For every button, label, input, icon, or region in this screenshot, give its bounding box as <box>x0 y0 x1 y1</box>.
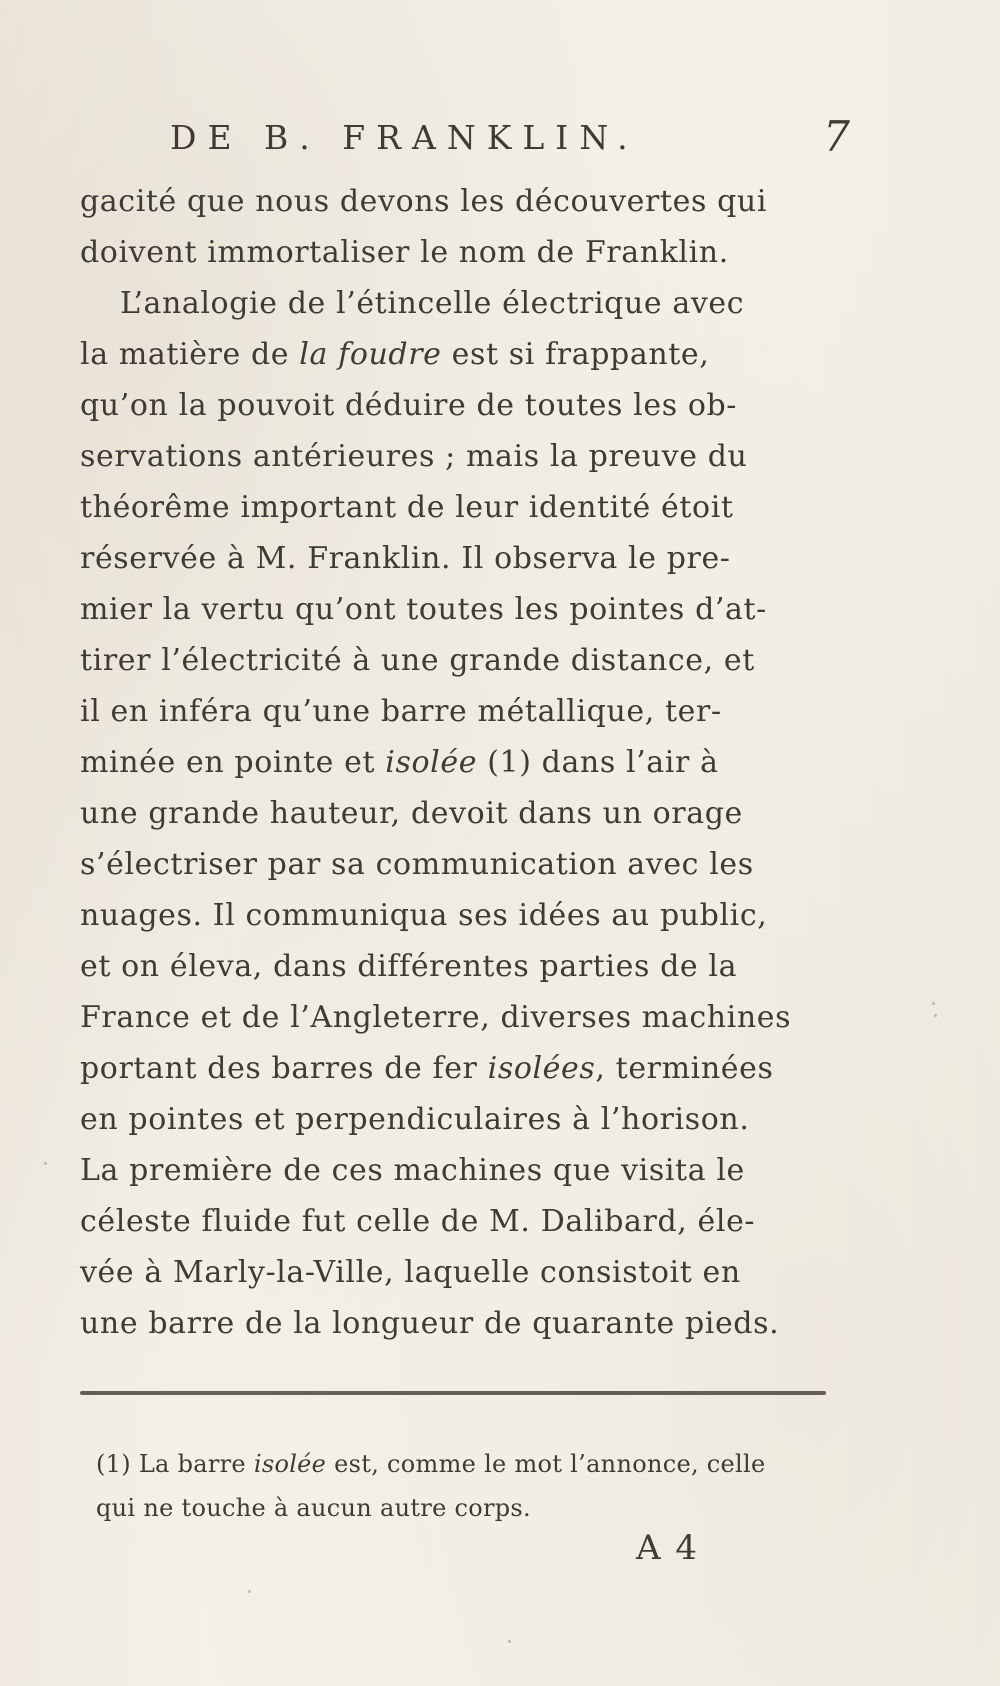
text-line: une grande hauteur, devoit dans un orage <box>80 796 743 831</box>
text-span: est si frappante, <box>451 337 710 372</box>
text-span: (1) La barre <box>96 1450 246 1478</box>
text-line: gacité que nous devons les découvertes qui <box>80 184 768 219</box>
text-line: s’électriser par sa communication avec les <box>80 847 754 882</box>
text-line: France et de l’Angleterre, diverses machines <box>80 1000 792 1035</box>
text-line: mier la vertu qu’ont toutes les pointes d’at- <box>80 592 767 627</box>
text-line: tirer l’électricité à une grande distance, et <box>80 643 755 678</box>
footnote-line <box>96 1442 856 1486</box>
paper-speck <box>508 1640 511 1643</box>
text-line: en pointes et perpendiculaires à l’horison. <box>80 1102 750 1137</box>
text-line <box>80 329 840 380</box>
page-header <box>170 112 850 162</box>
page-number: 7 <box>823 112 850 161</box>
text-span: est, comme le mot l’annonce, celle <box>334 1450 766 1478</box>
text-line: céleste fluide fut celle de M. Dalibard, éle- <box>80 1204 756 1239</box>
text-span: , terminées <box>595 1051 774 1086</box>
italic-term: isolées <box>487 1051 596 1086</box>
paper-speck <box>932 1002 935 1005</box>
text-line: théorême important de leur identité étoit <box>80 490 734 525</box>
text-line <box>80 1043 840 1094</box>
paper-speck <box>44 1162 47 1165</box>
italic-term: isolée <box>385 745 478 780</box>
signature-mark: A 4 <box>636 1528 699 1568</box>
running-head: DE B. FRANKLIN. <box>170 118 639 157</box>
text-line: nuages. Il communiqua ses idées au public, <box>80 898 768 933</box>
body-text <box>80 176 840 1349</box>
text-line: servations antérieures ; mais la preuve du <box>80 439 748 474</box>
italic-term: isolée <box>253 1450 327 1478</box>
text-line: qu’on la pouvoit déduire de toutes les ob- <box>80 388 738 423</box>
text-span: portant des barres de fer <box>80 1051 478 1086</box>
italic-term: la foudre <box>299 337 442 372</box>
paper-speck <box>248 1590 251 1593</box>
text-line <box>80 737 840 788</box>
footnote-rule <box>80 1391 826 1395</box>
text-line: une barre de la longueur de quarante pieds. <box>80 1306 780 1341</box>
text-line: La première de ces machines que visita le <box>80 1153 745 1188</box>
text-line: il en inféra qu’une barre métallique, ter- <box>80 694 722 729</box>
text-span: minée en pointe et <box>80 745 376 780</box>
text-line: réservée à M. Franklin. Il observa le pre- <box>80 541 731 576</box>
text-line: doivent immortaliser le nom de Franklin. <box>80 235 729 270</box>
footnote-line: qui ne touche à aucun autre corps. <box>96 1494 531 1522</box>
text-line: L’analogie de l’étincelle électrique avec <box>120 286 745 321</box>
text-line: vée à Marly-la-Ville, laquelle consistoit en <box>80 1255 741 1290</box>
text-line: et on éleva, dans différentes parties de la <box>80 949 738 984</box>
paper-speck <box>934 1014 937 1017</box>
footnote <box>96 1442 856 1530</box>
text-span: la matière de <box>80 337 290 372</box>
text-span: (1) dans l’air à <box>487 745 719 780</box>
